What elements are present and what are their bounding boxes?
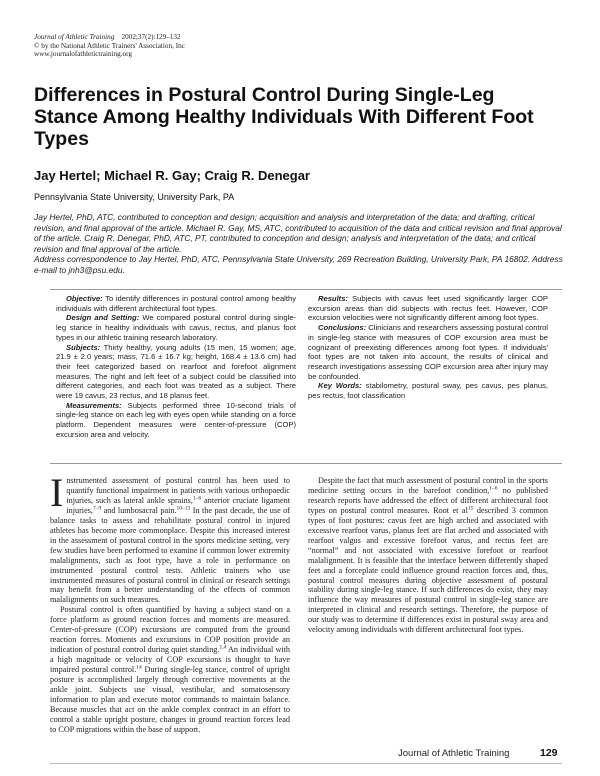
abstract-keywords: stabilometry, postural sway, pes cavus, pes planus, pes rectus, foot classification: [308, 381, 548, 401]
citation-ref: 10–13: [176, 505, 191, 512]
abstract-subjects-label: Subjects:: [66, 342, 101, 352]
body-text: nstrumented assessment of postural control has been used to quantify functional impairment in patients with various orthopaedic injuries, such as lateral ankle sprains,: [66, 476, 290, 505]
author-notes: [34, 212, 566, 276]
masthead-copyright: © by the National Athletic Trainers' Association, Inc: [34, 41, 185, 50]
citation-ref: 14: [136, 664, 142, 671]
abstract-results-label: Results:: [318, 294, 348, 303]
abstract-right-column: [308, 294, 548, 401]
abstract-conclusions: Clinicians and researchers assessing postural control in single-leg stance with measures of COP excursion area must be cognizant of preexisting differences among foot types. If individuals' foot types are not taken into account, the results of clinical and research investigations assessing COP excursion area after injury may be confounded.: [308, 323, 548, 381]
body-text: Postural control is often quantified by having a subject stand on a force platform as ground reaction forces and moments are measured. Center-of-pressure (COP) excursions are computed from the ground reaction forces. Moments and excursions in COP position provide an indication of postural control during quiet standing.: [50, 605, 290, 655]
abstract-keywords-label: Key Words:: [318, 381, 362, 391]
abstract-left-column: [56, 294, 296, 440]
body-text: An individual with a high magnitude or velocity of COP excursions is thought to have impaired postural control.: [50, 645, 291, 675]
abstract-subjects: Thirty healthy, young adults (15 men, 15 women; age, 21.9 ± 2.0 years; mass, 71.6 ± 16.7 kg; height, 168.4 ± 13.6 cm) had their feet categorized based on rearfoot and forefoot alignment measures. The right and left feet of a subject could be classified into different categories, and each foot was treated as a subject. There were 19 cavus, 23 rectus, and 18 planus feet.: [56, 342, 296, 401]
body-paragraph-2: [50, 605, 290, 734]
abstract-design-label: Design and Setting:: [66, 313, 140, 323]
body-paragraph-1: [50, 470, 290, 605]
body-left-column: [50, 470, 291, 735]
body-text: During single-leg stance, control of upright posture is accomplished largely through corrective movements at the ankle joint. Subjects use visual, vestibular, and somatosensory information to plan and execute motor commands to maintain balance. Because muscles that act on the ankle complex contract in an effort to control a stable upright posture, changes in ground reaction forces lead to COP migrations within the base of support.: [50, 665, 290, 734]
abstract: [50, 289, 562, 464]
abstract-conclusions-label: Conclusions:: [318, 323, 367, 333]
citation-ref: 1–6: [192, 495, 202, 502]
abstract-measurements: Subjects performed three 10-second trials of single-leg stance on each leg with eyes open while standing on a force platform. Dependent measures were center-of-pressure (COP) excursion area and velocity.: [56, 400, 296, 439]
author-list: Jay Hertel; Michael R. Gay; Craig R. Denegar: [34, 168, 310, 183]
citation-ref: 15: [467, 505, 474, 512]
footer-divider: [50, 763, 562, 764]
body-text: and lumbosacral pain.: [101, 505, 177, 515]
abstract-objective-label: Objective:: [66, 294, 103, 303]
author-contributions: Jay Hertel, PhD, ATC, contributed to conception and design; acquisition and analysis and interpretation of the data; and drafting, critical revision, and final approval of the article. Michael R. Gay, MS, ATC, contributed to acquisition of the data and critical revision and final approval of the article. Craig R. Denegar, PhD, ATC, PT, contributed to conception and design; analysis and interpretation of the data; and critical revision and final approval of the article.: [34, 212, 562, 254]
correspondence-address: Address correspondence to Jay Hertel, PhD, ATC, Pennsylvania State University, 269 Recreation Building, University Park, PA 16802. Address e-mail to jnh3@psu.edu.: [34, 254, 563, 275]
masthead-url: www.journalofathletictraining.org: [34, 50, 133, 59]
body-text: no published research reports have addressed the effect of different architectural foot types on postural control measures. Root et al: [308, 485, 548, 515]
masthead-citation: 2002;37(2):129–132: [121, 33, 181, 41]
abstract-design: We compared postural control during single-leg stance in healthy individuals with cavus, rectus, and planus foot types in our athletic training research laboratory.: [56, 313, 296, 342]
masthead: [34, 33, 185, 59]
body-text: anterior cruciate ligament injuries,: [66, 495, 290, 515]
footer-journal-name: Journal of Athletic Training: [398, 748, 510, 759]
citation-ref: 1,4: [219, 644, 227, 651]
body-paragraph-3: [308, 476, 548, 635]
article-title: Differences in Postural Control During Single-Leg Stance Among Healthy Individuals With Different Foot Types: [34, 84, 534, 150]
citation-ref: 1–6: [489, 485, 498, 492]
abstract-results: Subjects with cavus feet used significantly larger COP excursion areas than did subjects with rectus feet. However, COP excursion velocities were not significantly different among foot types.: [308, 294, 548, 323]
affiliation: Pennsylvania State University, University Park, PA: [34, 192, 235, 202]
body-text: Despite the fact that much assessment of postural control in the sports medicine setting occurs in the barefoot condition,: [308, 476, 548, 495]
page-number: 129: [540, 747, 558, 759]
body-right-column: [308, 476, 548, 635]
abstract-objective: To identify differences in postural control among healthy individuals with different architectural foot types.: [56, 294, 296, 313]
drop-cap: I: [50, 470, 64, 515]
body-text: described 3 common types of foot postures: cavus feet are high arched and associated with excessive rearfoot varus, planus feet are flat arched and associated with rearfoot valgus and excessive forefoot varus, and rectus feet are “normal” and not associated with excessive forefoot or rearfoot malalignment. It is feasible that the interface between differently shaped feet and a forceplate could influence ground reaction forces and, thus, postural control measures during objective assessment of postural stability during single-leg stance. If such differences do exist, they may influence the way measures of postural control in single-leg stance are interpreted in clinical and research settings. Therefore, the purpose of our study was to determine if differences exist in postural sway area and velocity among individuals with different architectural foot types.: [308, 505, 548, 635]
abstract-measurements-label: Measurements:: [66, 400, 122, 410]
masthead-journal: Journal of Athletic Training: [34, 33, 115, 41]
body-text: In the past decade, the use of balance tasks to assess and rehabilitate postural control in injured athletes has become more commonplace. Despite this increased interest in the assessment of postural control in the sports medicine setting, very few studies have been performed to examine if common lower extremity malalignments, such as foot type, have a role in performance on instrumented postural control tests. Athletic trainers who use instrumented measures of postural control in clinical or research settings may benefit from a better understanding of the effects of common malalignments on such measures.: [50, 505, 290, 605]
citation-ref: 7–9: [92, 505, 102, 512]
